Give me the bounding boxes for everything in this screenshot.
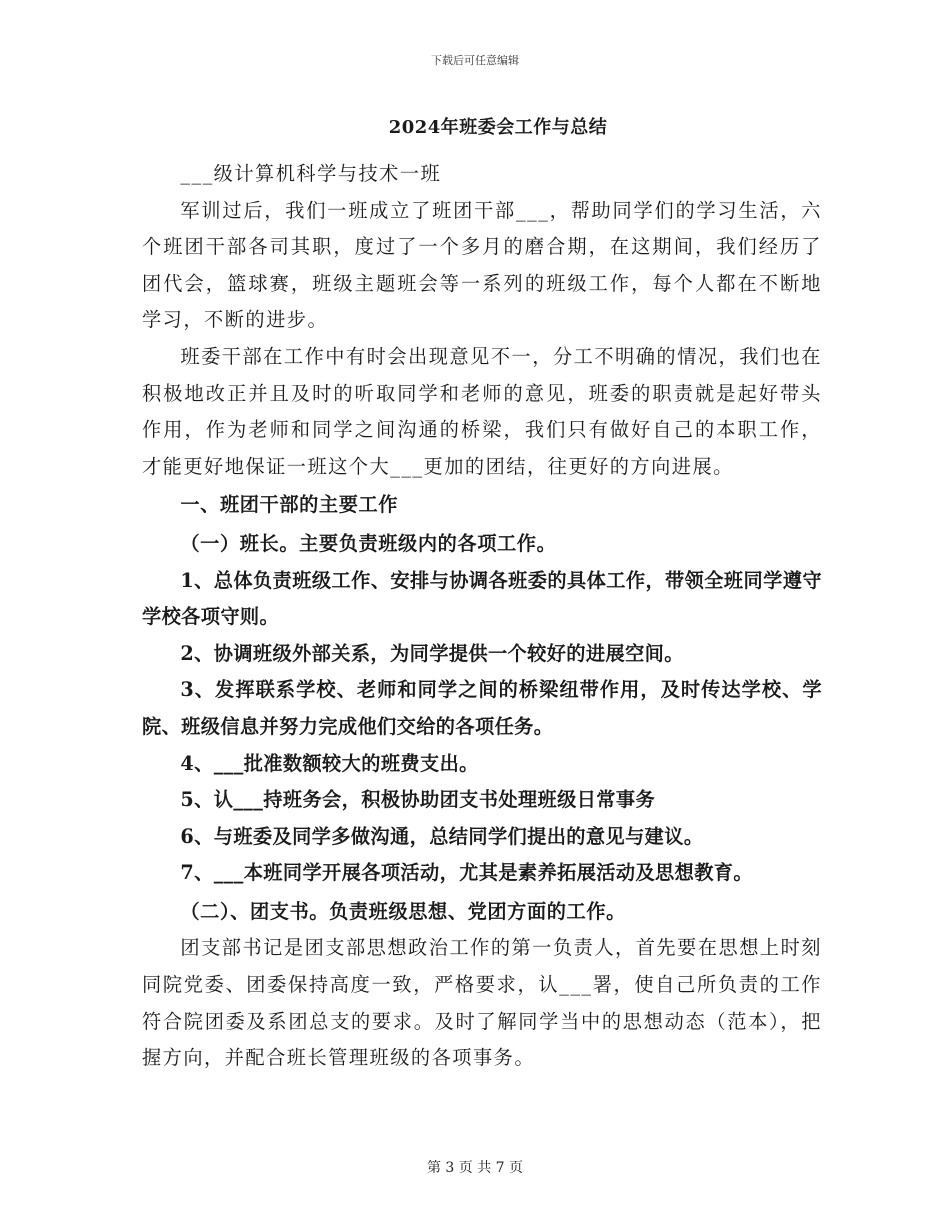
monitor-item-7: 7、___本班同学开展各项活动，尤其是素养拓展活动及思想教育。 — [180, 861, 753, 885]
monitor-item-1: 1、总体负责班级工作、安排与协调各班委的具体工作，带领全班同学遵守学校各项守则。 — [142, 568, 822, 629]
document-body — [142, 156, 822, 1077]
secretary-heading: （二）、团支书。负责班级思想、党团方面的工作。 — [180, 899, 626, 923]
monitor-item-6: 6、与班委及同学多做沟通，总结同学们提出的意见与建议。 — [180, 824, 704, 848]
class-line: ___级计算机科学与技术一班 — [180, 162, 442, 185]
monitor-item-2: 2、协调班级外部关系，为同学提供一个较好的进展空间。 — [180, 641, 684, 665]
paragraph-duties: 班委干部在工作中有时会出现意见不一，分工不明确的情况，我们也在积极地改正并且及时的听取同学和老师的意见，班委的职责就是起好带头作用，作为老师和同学之间沟通的桥梁，我们只有做好自己的本职工作，才能更好地保证一班这个大___更加的团结，往更好的方向进展。 — [142, 344, 822, 478]
secretary-paragraph: 团支部书记是团支部思想政治工作的第一负责人，首先要在思想上时刻同院党委、团委保持高度一致，严格要求，认___署，使自己所负责的工作符合院团委及系团总支的要求。及时了解同学当中的思想动态（范本），把握方向，并配合班长管理班级的各项事务。 — [142, 936, 822, 1070]
section-heading: 一、班团干部的主要工作 — [180, 493, 399, 517]
document-title: 2024年班委会工作与总结 — [388, 117, 608, 138]
page-number: 第 3 页 共 7 页 — [426, 1160, 524, 1176]
monitor-item-3: 3、发挥联系学校、老师和同学之间的桥梁纽带作用，及时传达学校、学院、班级信息并努力完成他们交给的各项任务。 — [142, 678, 822, 738]
paragraph-intro: 军训过后，我们一班成立了班团干部___，帮助同学们的学习生活，六个班团干部各司其职，度过了一个多月的磨合期，在这期间，我们经历了团代会，篮球赛，班级主题班会等一系列的班级工作，每个人都在不断地学习，不断的进步。 — [142, 198, 822, 332]
monitor-item-4: 4、___批准数额较大的班费支出。 — [180, 751, 479, 775]
header-note: 下载后可任意编辑 — [431, 54, 519, 67]
monitor-item-5: 5、认___持班务会，积极协助团支书处理班级日常事务 — [180, 788, 656, 812]
monitor-heading: （一）班长。主要负责班级内的各项工作。 — [180, 531, 557, 555]
